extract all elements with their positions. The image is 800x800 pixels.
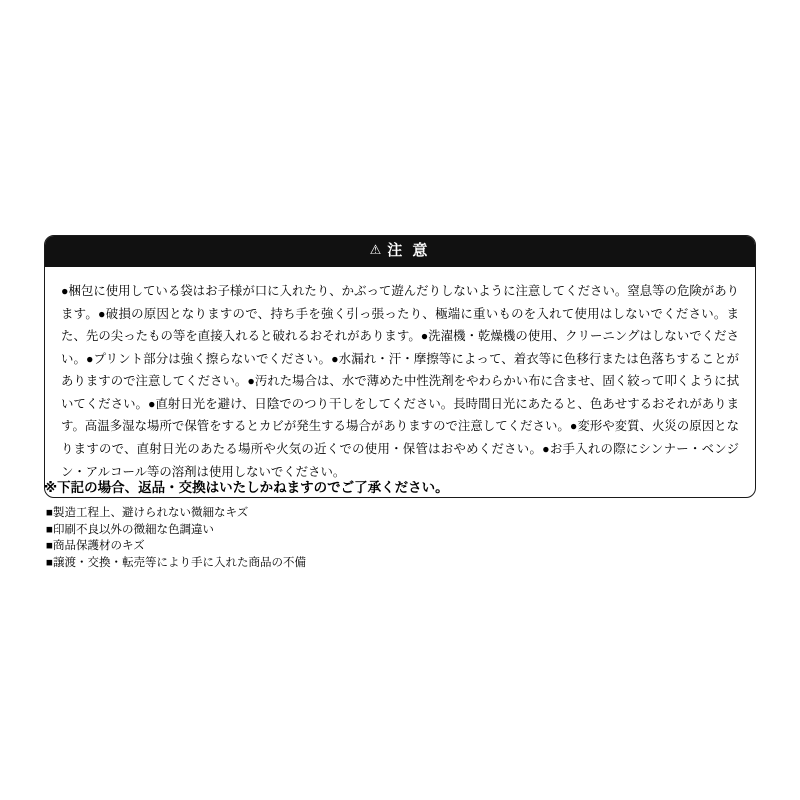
list-item: ■製造工程上、避けられない微細なキズ [46,507,249,519]
list-item: ■譲渡・交換・転売等により手に入れた商品の不備 [46,557,306,570]
return-policy-list [46,505,306,572]
list-item: ■商品保護材のキズ [46,540,145,553]
return-policy-heading: ※下記の場合、返品・交換はいたしかねますのでご了承ください。 [44,480,449,495]
warning-triangle-icon: ⚠ [369,242,382,257]
caution-header-label: 注 意 [387,242,431,259]
list-item: ■印刷不良以外の微細な色調違い [46,523,214,536]
caution-panel [44,235,756,498]
caution-body-text: ●梱包に使用している袋はお子様が口に入れたり、かぶって遊んだりしないように注意してください。窒息等の危険があります。●破損の原因となりますので、持ち手を強く引っ張ったり、極端に重いものを入れて使用はしないでください。また、先の尖ったもの等を直接入れると破れるおそれがあります。●洗濯機・乾燥機の使用、クリーニングはしないでください。●プリント部分は強く擦らないでください。●水漏れ・汗・摩擦等によって、着衣等に色移行または色落ちすることがありますので注意してください。●汚れた場合は、水で薄めた中性洗剤をやわらかい布に含ませ、固く絞って叩くように拭いてください。●直射日光を避け、日陰でのつり干しをしてください。長時間日光にあたると、色あせするおそれがあります。高温多湿な場所で保管をするとカビが発生する場合がありますので注意してください。●変形や変質、火災の原因となりますので、直射日光のあたる場所や火気の近くでの使用・保管はおやめください。●お手入れの際にシンナー・ベンジン・アルコール等の溶剤は使用しないでください。 [61,284,739,479]
caution-header [45,236,755,267]
